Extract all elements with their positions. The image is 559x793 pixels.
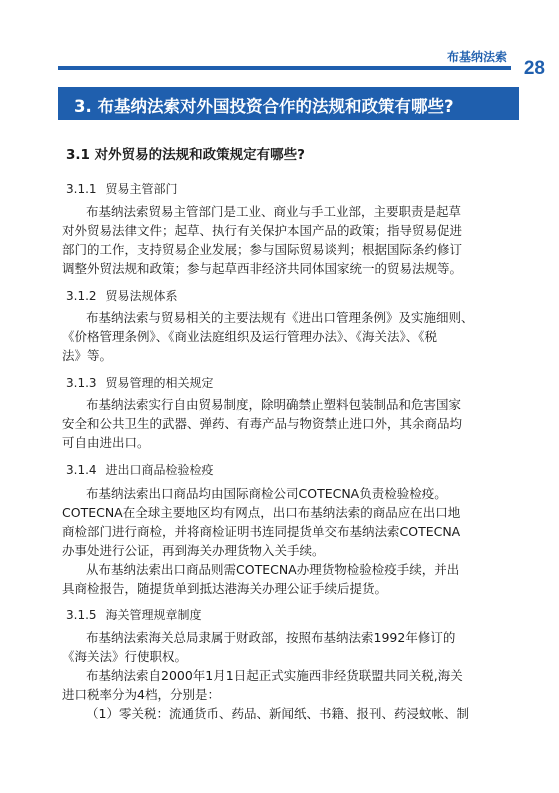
- section-title: 3.1 对外贸易的法规和政策规定有哪些?: [66, 147, 305, 163]
- paragraph: [62, 628, 510, 723]
- text-line: 《海关法》行使职权。: [62, 649, 188, 664]
- chapter-title: 3. 布基纳法索对外国投资合作的法规和政策有哪些?: [74, 97, 454, 116]
- header-rule: [58, 66, 511, 70]
- text-line: 调整外贸法规和政策；参与起草西非经济共同体国家统一的贸易法规等。: [62, 261, 463, 276]
- subsection-number: 3.1.5: [66, 608, 97, 622]
- text-line: 布基纳法索贸易主管部门是工业、商业与手工业部，主要职责是起草: [86, 204, 462, 219]
- text-line: 具商检报告，随提货单到抵达港海关办理公证手续后提货。: [62, 581, 388, 596]
- subsection-heading: [66, 461, 214, 478]
- text-line: 商检部门进行商检，并将商检证明书连同提货单交布基纳法索COTECNA: [62, 524, 461, 539]
- subsection-title: 贸易管理的相关规定: [105, 376, 214, 390]
- subsection-number: 3.1.4: [66, 463, 97, 477]
- text-line: COTECNA在全球主要地区均有网点，出口布基纳法索的商品应在出口地: [62, 505, 461, 520]
- text-line: 布基纳法索自2000年1月1日起正式实施西非经货联盟共同关税,海关: [86, 668, 463, 683]
- subsection-heading: [66, 606, 202, 623]
- subsection-title: 进出口商品检验检疫: [105, 463, 214, 477]
- running-header-title: 布基纳法索: [446, 50, 507, 64]
- text-line: 对外贸易法律文件；起草、执行有关保护本国产品的政策；指导贸易促进: [62, 223, 463, 238]
- text-line: 布基纳法索实行自由贸易制度，除明确禁止塑料包装制品和危害国家: [86, 397, 462, 412]
- page-number: 28: [523, 58, 545, 79]
- subsection-title: 海关管理规章制度: [105, 608, 202, 622]
- text-line: 布基纳法索与贸易相关的主要法规有《进出口管理条例》及实施细则、: [86, 310, 474, 325]
- subsection-heading: [66, 180, 178, 197]
- paragraph: [62, 202, 510, 278]
- paragraph: [62, 308, 510, 365]
- text-line: 《价格管理条例》、《商业法庭组织及运行管理办法》、《海关法》、《税: [62, 329, 438, 344]
- subsection-number: 3.1.2: [66, 289, 97, 303]
- text-line: 部门的工作，支持贸易企业发展；参与国际贸易谈判；根据国际条约修订: [62, 242, 463, 257]
- subsection-heading: [66, 287, 178, 304]
- text-line: 办事处进行公证，再到海关办理货物入关手续。: [62, 543, 325, 558]
- subsection-title: 贸易法规体系: [105, 289, 178, 303]
- text-line: 进口税率分为4档，分别是：: [62, 687, 220, 702]
- subsection-number: 3.1.1: [66, 182, 97, 196]
- text-line: 从布基纳法索出口商品则需COTECNA办理货物检验检疫手续，并出: [86, 562, 460, 577]
- paragraph: [62, 484, 510, 598]
- text-line: 安全和公共卫生的武器、弹药、有毒产品与物资禁止进口外，其余商品均: [62, 416, 463, 431]
- text-line: 布基纳法索出口商品均由国际商检公司COTECNA负责检验检疫。: [86, 486, 447, 501]
- subsection-title: 贸易主管部门: [105, 182, 178, 196]
- text-line: （1）零关税：流通货币、药品、新闻纸、书籍、报刊、药浸蚊帐、制: [86, 706, 469, 721]
- text-line: 法》等。: [62, 348, 113, 363]
- subsection-number: 3.1.3: [66, 376, 97, 390]
- subsection-heading: [66, 374, 214, 391]
- chapter-banner: [58, 87, 519, 120]
- text-line: 可自由进出口。: [62, 435, 150, 450]
- paragraph: [62, 395, 510, 452]
- text-line: 布基纳法索海关总局隶属于财政部，按照布基纳法索1992年修订的: [86, 630, 456, 645]
